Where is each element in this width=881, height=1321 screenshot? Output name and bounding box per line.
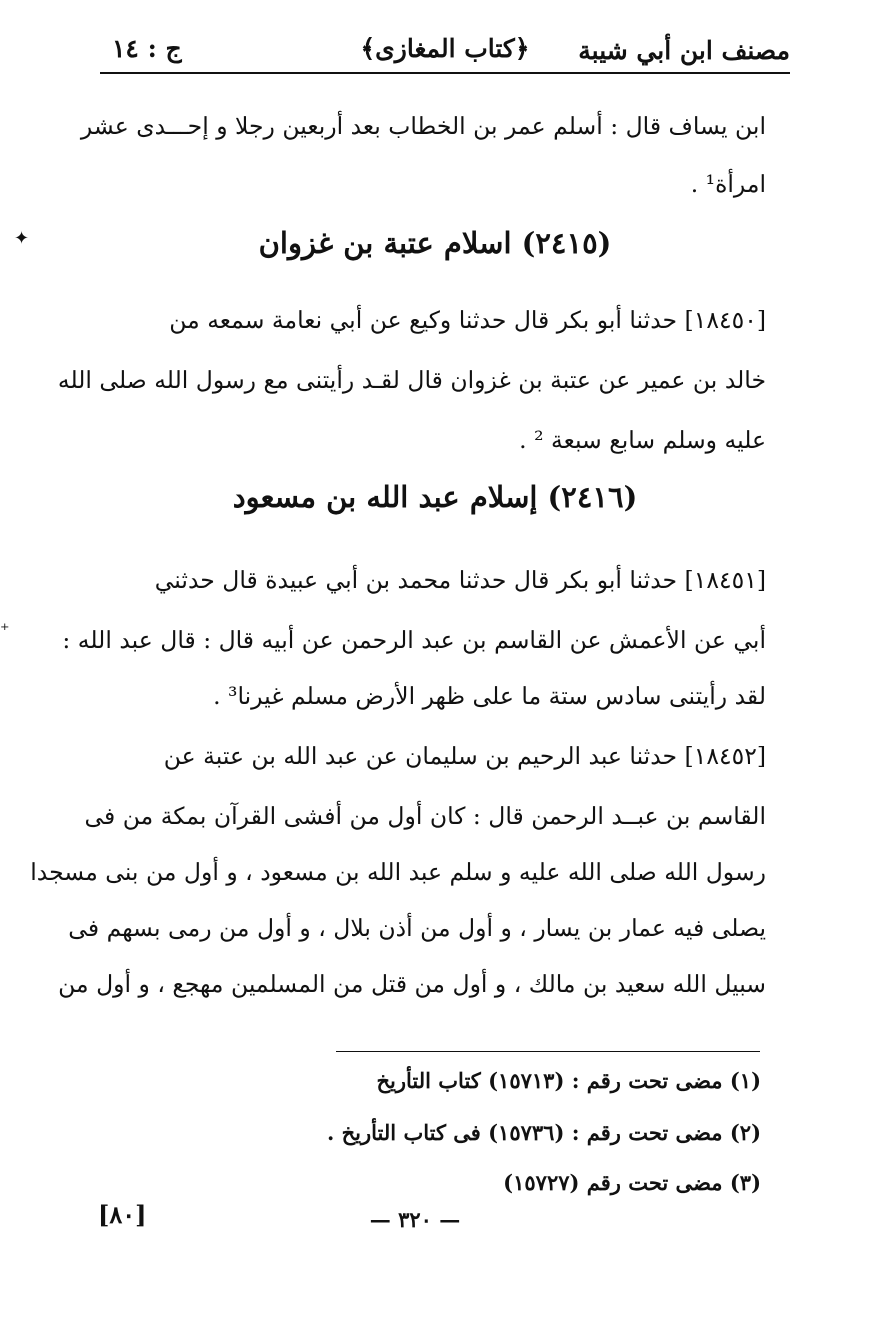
text-line: عليه وسلم سابع سبعة ² . bbox=[519, 426, 766, 454]
footnote: (١) مضى تحت رقم : (١٥٧١٣) كتاب التأريخ bbox=[376, 1068, 761, 1093]
text-line: ابن يساف قال : أسلم عمر بن الخطاب بعد أربعين رجلا و إحـــدى عشر bbox=[80, 112, 766, 140]
footnote-rule bbox=[336, 1051, 760, 1052]
page-header bbox=[100, 28, 790, 78]
text-line: يصلى فيه عمار بن يسار ، و أول من أذن بلال ، و أول من رمى بسهم فى bbox=[68, 914, 766, 942]
text-line: لقد رأيتنى سادس ستة ما على ظهر الأرض مسلم غيرنا³ . bbox=[213, 682, 766, 710]
page-number: — ٣٢٠ — bbox=[369, 1207, 461, 1232]
text-line: رسول الله صلى الله عليه و سلم عبد الله بن مسعود ، و أول من بنى مسجدا bbox=[30, 858, 766, 886]
section-heading: (٢٤١٥) اسلام عتبة بن غزوان bbox=[258, 226, 612, 260]
margin-mark-icon: ✦ bbox=[14, 228, 30, 249]
section-title: ﴿كتاب المغازى﴾ bbox=[360, 34, 530, 63]
book-title: مصنف ابن أبي شيبة bbox=[578, 36, 790, 65]
text-line: [١٨٤٥٠] حدثنا أبو بكر قال حدثنا وكيع عن أبي نعامة سمعه من bbox=[169, 306, 766, 334]
text-line: امرأة¹ . bbox=[690, 170, 766, 198]
text-line: خالد بن عمير عن عتبة بن غزوان قال لقـد رأيتنى مع رسول الله صلى الله bbox=[57, 366, 766, 394]
volume-mark: [٨٠] bbox=[98, 1200, 147, 1229]
footnote: (٣) مضى تحت رقم (١٥٧٢٧) bbox=[503, 1170, 761, 1195]
text-line: [١٨٤٥١] حدثنا أبو بكر قال حدثنا محمد بن أبي عبيدة قال حدثني bbox=[154, 566, 766, 594]
text-line: [١٨٤٥٢] حدثنا عبد الرحيم بن سليمان عن عبد الله بن عتبة عن bbox=[163, 742, 766, 770]
text-line: القاسم بن عبــد الرحمن قال : كان أول من أفشى القرآن بمكة من فى bbox=[84, 802, 766, 830]
footnote: (٢) مضى تحت رقم : (١٥٧٣٦) فى كتاب التأريخ . bbox=[327, 1120, 761, 1145]
margin-mark-icon: ⁺ bbox=[0, 620, 10, 641]
section-heading: (٢٤١٦) إسلام عبد الله بن مسعود bbox=[232, 480, 638, 514]
text-line: سبيل الله سعيد بن مالك ، و أول من قتل من المسلمين مهجع ، و أول من bbox=[58, 970, 766, 998]
text-line: أبي عن الأعمش عن القاسم بن عبد الرحمن عن أبيه قال : قال عبد الله : bbox=[62, 626, 766, 654]
header-rule bbox=[100, 72, 790, 74]
volume-number: ج : ١٤ bbox=[112, 34, 182, 63]
